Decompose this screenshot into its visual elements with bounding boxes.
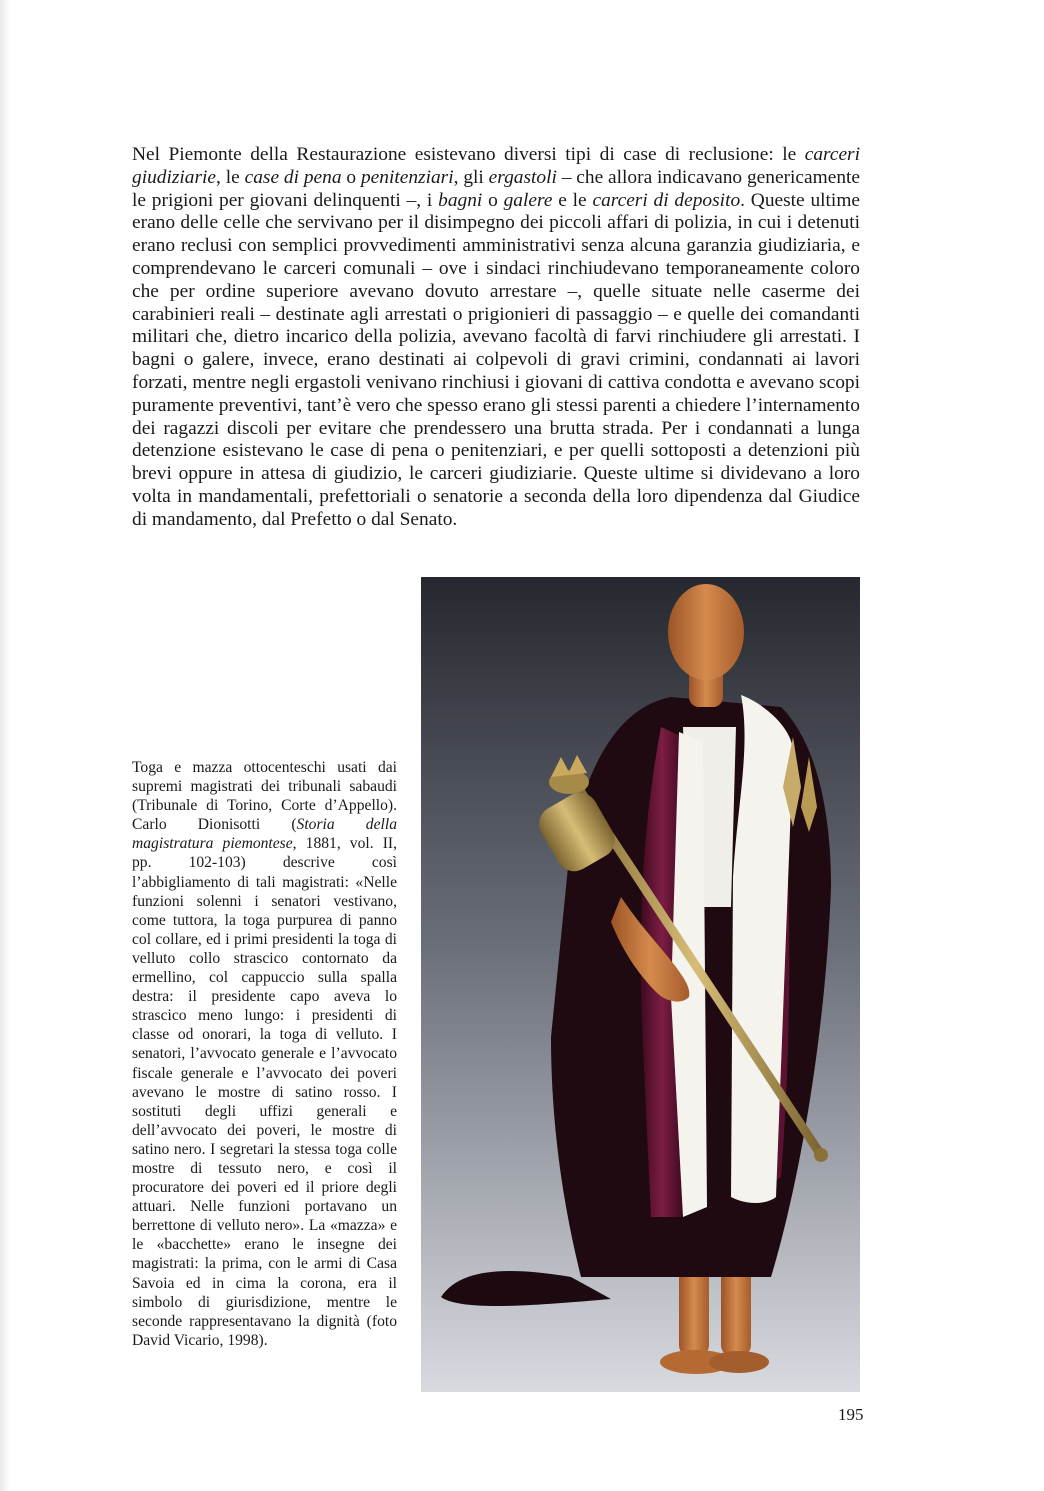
text-segment: , le [216, 166, 245, 188]
italic-text-segment: case di pena [244, 166, 342, 188]
text-segment: , 1881, vol. II, pp. 102-103) descrive così l’abbigliamento di tali magistrati: «Nelle funzioni solenni i senatori vestivano, come tuttora, la toga purpurea di panno col collare, ed i primi presidenti la toga di velluto collo strascico contornato da ermellino, col cappuccio sulla spalla destra: il presidente capo aveva lo strascico meno lungo: i presidenti di classe od onorari, la toga di velluto. I senatori, l’avvocato generale e l’avvocato fiscale generale e l’avvocato dei poveri avevano le mostre di satino rosso. I sostituti degli uffizi generali e dell’avvocato dei poveri, le mostre di satino nero. I segretari la stessa toga colle mostre di tessuto nero, e così il procuratore dei poveri ed il priore degli attuari. Nelle funzioni portavano un berrettone di velluto nero». La «mazza» e le «bacchette» erano le insegne dei magistrati: la prima, con le armi di Casa Savoia ed in cima la corona, era il simbolo di giurisdizione, mentre le seconde rappresentavano la dignità (foto David Vicario, 1998). [132, 835, 397, 1349]
italic-text-segment: penitenziari [360, 166, 454, 188]
text-segment: , gli [453, 166, 489, 188]
page-edge-shadow [0, 0, 10, 1491]
magistrate-toga-photo [421, 577, 860, 1392]
text-segment: . Queste ultime erano delle celle che servivano per il disimpegno dei piccoli affari di polizia, in cui i detenuti erano reclusi con semplici provvedimenti amministrativi senza alcuna garanzia giudiziaria, e comprendevano le carceri comunali – ove i sindaci rinchiudevano temporaneamente coloro che per ordine superiore avevano dovuto arrestare –, quelle situate nelle caserme dei carabinieri reali – destinate agli arrestati o prigionieri di passaggio – e quelle dei comandanti militari che, dietro incarico della polizia, avevano facoltà di farvi rinchiudere gli arrestati. I bagni o galere, invece, erano destinati ai colpevoli di gravi crimini, condannati ai lavori forzati, mentre negli ergastoli venivano rinchiusi i giovani di cattiva condotta e avevano scopi puramente preventivi, tant’è vero che spesso erano gli stessi parenti a chiedere l’internamento dei ragazzi discoli per evitare che prendessero una brutta strada. Per i condannati a lunga detenzione esistevano le case di pena o penitenziari, e per quelli sottoposti a detenzioni più brevi oppure in attesa di giudizio, le carceri giudiziarie. Queste ultime si dividevano a loro volta in mandamentali, prefettoriali o senatorie a seconda della loro dipendenza dal Giudice di mandamento, dal Prefetto o dal Senato. [132, 189, 861, 530]
text-segment: – che allora indicavano genericamente le prigioni per giovani delinquenti –, i [132, 166, 861, 211]
italic-text-segment: galere [503, 189, 553, 211]
text-segment: o [341, 166, 361, 188]
italic-text-segment: bagni [438, 189, 483, 211]
italic-text-segment: carceri di deposito [592, 189, 741, 211]
mannequin-toga-mace-icon [421, 577, 860, 1392]
text-segment: Toga e mazza ottocenteschi usati dai supremi magistrati dei tribunali sabaudi (Tribunale di Torino, Corte d’Appello). Carlo Dionisotti ( [132, 759, 397, 834]
photo-caption [132, 758, 397, 1350]
text-segment: e le [552, 189, 593, 211]
italic-text-segment: ergastoli [488, 166, 557, 188]
italic-text-segment: Storia della magistratura piemontese [132, 816, 397, 853]
page-number: 195 [838, 1405, 864, 1424]
body-paragraph [132, 144, 860, 532]
italic-text-segment: carceri giudiziarie [132, 144, 860, 188]
text-segment: o [482, 189, 504, 211]
text-segment: Nel Piemonte della Restaurazione esistevano diversi tipi di case di reclusione: le [132, 144, 805, 165]
